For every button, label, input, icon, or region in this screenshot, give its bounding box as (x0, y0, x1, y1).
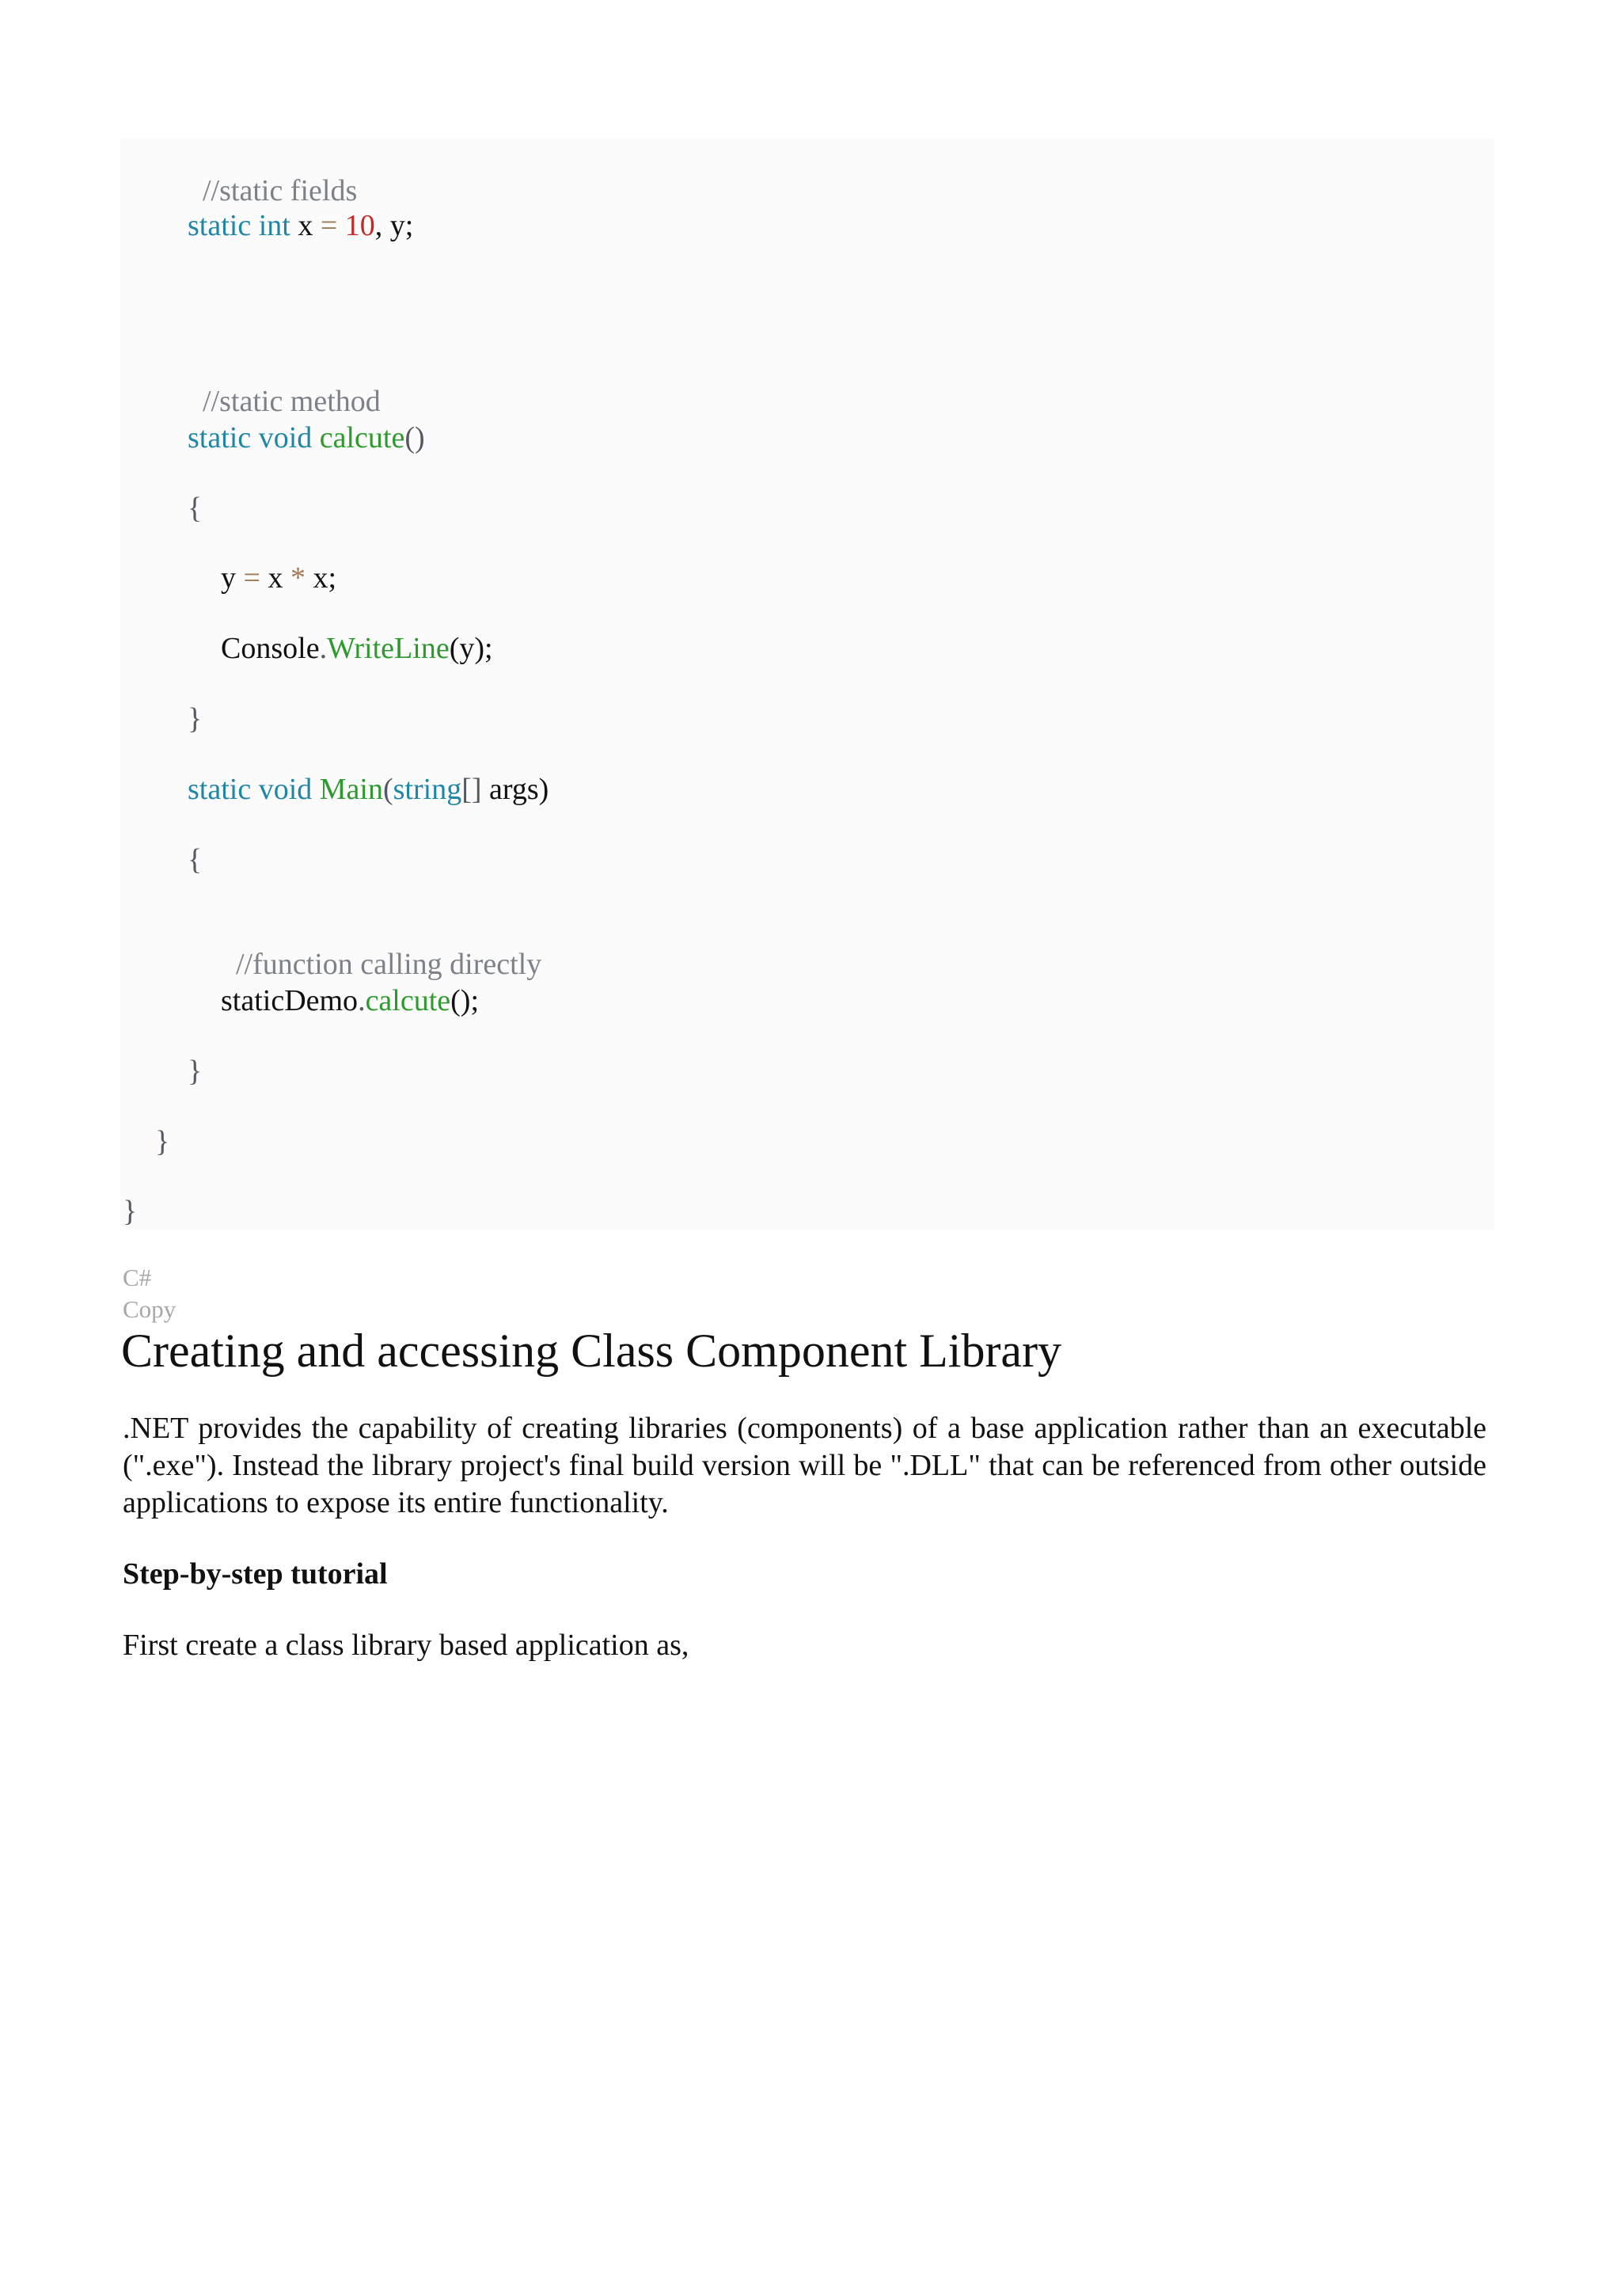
keyword-int: int (258, 209, 290, 242)
tutorial-subheading: Step-by-step tutorial (123, 1557, 388, 1591)
code-comment: //function calling directly (236, 948, 542, 981)
identifier-y: y (221, 561, 236, 595)
function-name-calcute: calcute (319, 421, 405, 454)
function-name-calcute: calcute (365, 984, 451, 1017)
dot: . (319, 632, 328, 665)
identifier-args: args) (489, 773, 549, 806)
keyword-static: static (188, 209, 252, 242)
code-line-calcute-signature (188, 420, 425, 455)
code-line-assignment (221, 561, 336, 595)
code-language-label: C# (123, 1264, 152, 1291)
keyword-void: void (258, 773, 313, 806)
function-name-writeline: WriteLine (327, 632, 450, 665)
step-paragraph: First create a class library based application as, (123, 1629, 689, 1662)
identifier-console: Console (221, 632, 320, 665)
operator-equals: = (243, 561, 260, 595)
identifier-x: x (268, 561, 283, 595)
identifier-x: x (298, 209, 313, 242)
code-line-static-fields (188, 208, 413, 243)
code-comment: //static method (203, 385, 381, 418)
dot: . (358, 984, 366, 1017)
code-line-main-signature (188, 772, 549, 807)
operator-equals: = (320, 209, 338, 242)
code-line-comment-call (221, 912, 541, 982)
code-line-namespace-brace-close: } (123, 1195, 138, 1228)
function-name-main: Main (319, 773, 383, 806)
code-line-comment-method (188, 349, 381, 419)
keyword-static: static (188, 421, 252, 454)
intro-paragraph: .NET provides the capability of creating libraries (components) of a base application rather than an executable (".exe"). Instead the library project's final build version will be ".DLL" that can be referenced from other outside applications to expose its entire functionality. (123, 1412, 1486, 1519)
keyword-string: string (393, 773, 462, 806)
identifier-static-demo: staticDemo (221, 984, 359, 1017)
code-block (120, 138, 1494, 1230)
number-literal: 10 (344, 209, 375, 242)
code-line-brace-close: } (188, 1055, 203, 1088)
code-line-call (221, 983, 479, 1018)
array-brackets: [] (461, 773, 482, 806)
keyword-static: static (188, 773, 252, 806)
code-comment: //static fields (203, 174, 358, 207)
code-line-brace-close: } (188, 702, 203, 736)
copy-code-button[interactable]: Copy (123, 1295, 177, 1323)
parentheses: () (404, 421, 425, 454)
call-end: (); (450, 984, 480, 1017)
operator-multiply: * (290, 561, 306, 595)
writeline-args: (y); (449, 632, 493, 665)
keyword-void: void (258, 421, 313, 454)
identifier-y-decl: , y; (374, 209, 414, 242)
code-line-writeline (221, 631, 493, 666)
code-line-comment-fields (188, 139, 357, 208)
code-line-class-brace-close: } (155, 1125, 170, 1158)
code-line-brace-open: { (188, 492, 203, 525)
code-line-brace-open: { (188, 843, 203, 876)
section-title: Creating and accessing Class Component Library (121, 1325, 1062, 1377)
paren-open: ( (382, 773, 393, 806)
identifier-x-end: x; (313, 561, 336, 595)
